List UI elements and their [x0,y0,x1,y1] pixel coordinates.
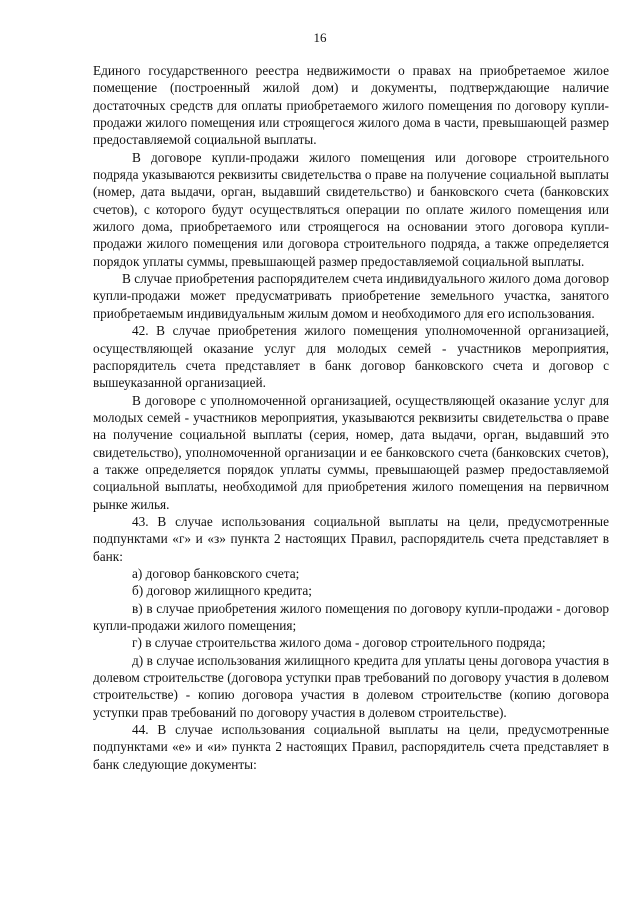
paragraph: 42. В случае приобретения жилого помещения уполномоченной организацией, осуществляющей оказание услуг для молодых семей - участников мероприятия, распорядитель счета представляет в банк договор банковского счета и договор с вышеуказанной организацией. [93,323,609,391]
paragraph: 43. В случае использования социальной выплаты на цели, предусмотренные подпунктами «г» и «з» пункта 2 настоящих Правил, распорядитель счета представляет в банк: [93,513,609,564]
paragraph: г) в случае строительства жилого дома - договор строительного подряда; [132,635,546,651]
paragraph: Единого государственного реестра недвижимости о правах на приобретаемое жилое помещение (построенный жилой дом) и документы, подтверждающие наличие достаточных средств для оплаты приобретаемого жилого помещения по договору купли-продажи жилого помещения или строящегося жилого дома в части, превышающей размер предоставляемой социальной выплаты. [93,63,609,148]
paragraph: б) договор жилищного кредита; [132,583,312,599]
paragraph: д) в случае использования жилищного кредита для уплаты цены договора участия в долевом строительстве (договора уступки прав требований по договору участия в долевом строительстве) - копию договора участия в долевом строительстве (копию договора уступки прав требований по договору участия в долевом строительстве). [93,652,609,720]
paragraph: в) в случае приобретения жилого помещения по договору купли-продажи - договор купли-продажи жилого помещения; [93,600,609,633]
paragraph: а) договор банковского счета; [132,565,300,581]
page-number: 16 [313,30,327,45]
paragraph: В случае приобретения распорядителем счета индивидуального жилого дома договор купли-продажи может предусматривать приобретение земельного участка, занятого приобретаемым индивидуальным жилым домом и необходимого для его использования. [93,271,609,321]
paragraph: В договоре купли-продажи жилого помещения или договоре строительного подряда указываются реквизиты свидетельства о праве на получение социальной выплаты (номер, дата выдачи, орган, выдавший свидетельство) и банковского счета (банковских счетов), с которого будут осуществляться операции по оплате жилого помещения или жилого дома, приобретаемого или строящегося на основании этого договора купли-продажи жилого помещения или договора строительного подряда, а также определяется порядок уплаты суммы, превышающей размер предоставляемой социальной выплаты. [93,149,609,269]
paragraph: 44. В случае использования социальной выплаты на цели, предусмотренные подпунктами «е» и «и» пункта 2 настоящих Правил, распорядитель счета представляет в банк следующие документы: [93,722,609,772]
paragraph: В договоре с уполномоченной организацией, осуществляющей оказание услуг для молодых семей - участников мероприятия, указываются реквизиты свидетельства о праве на получение социальной выплаты (серия, номер, дата выдачи, орган, выдавший это свидетельство), уполномоченной организации и ее банковского счета (банковских счетов), а также определяется порядок уплаты суммы, превышающей размер предоставляемой социальной выплаты, необходимой для приобретения жилого помещения на первичном рынке жилья. [93,392,609,512]
document-body [93,62,609,773]
